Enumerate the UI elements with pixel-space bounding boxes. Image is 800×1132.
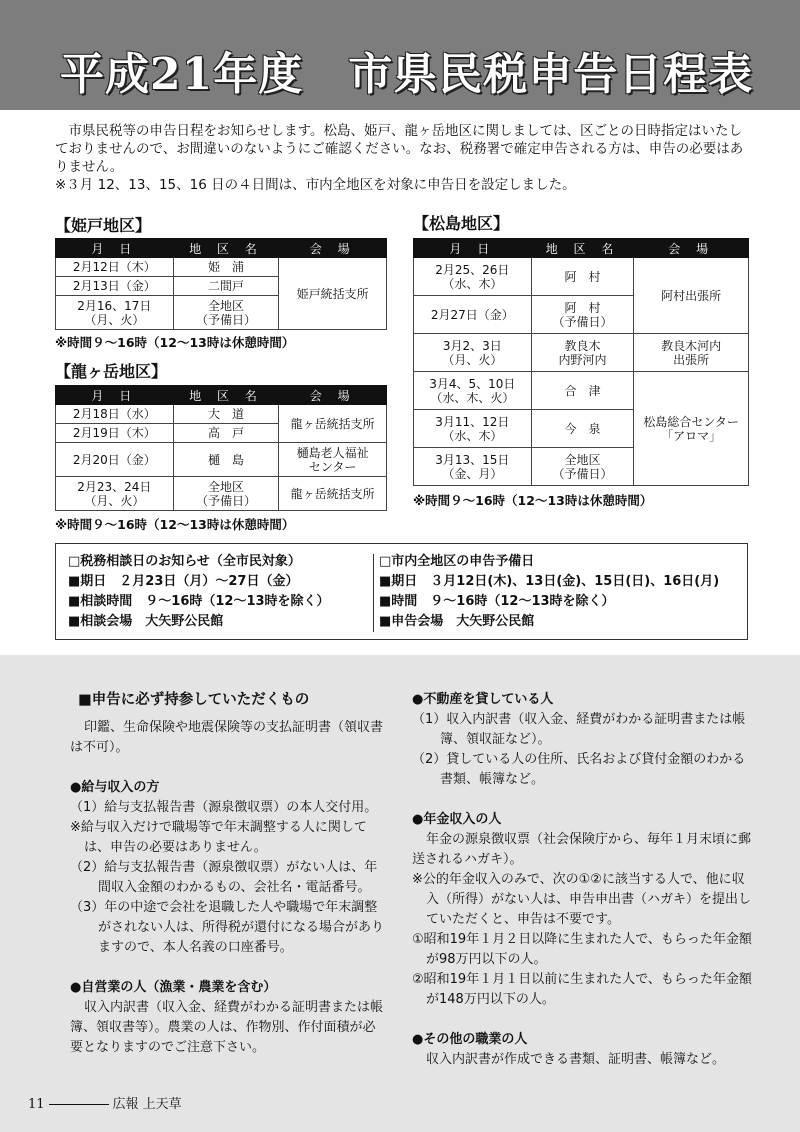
left-column: [70, 690, 388, 1058]
himedo-table: [55, 238, 387, 330]
area-line: 阿 村: [564, 300, 601, 315]
pension-text: 年金の源泉徴収票（社会保険庁から、毎年１月末頃に郵送されるハガキ）。: [412, 832, 752, 867]
date-cell: 2月13日（金）: [56, 277, 174, 296]
date-cell: [414, 448, 532, 486]
date-cell: [414, 410, 532, 448]
notice-venue: ■相談会場 大矢野公民館: [68, 614, 224, 629]
pension-condition-1: ①昭和19年１月２日以降に生まれた人で、もらった年金額が98万円以下の人。: [412, 932, 752, 967]
header-date: 月 日: [414, 239, 532, 258]
venue-cell: 龍ヶ岳統括支所: [279, 477, 387, 511]
date-cell: [56, 296, 174, 330]
date-line: 3月2、3日: [442, 338, 502, 353]
notice-time: ■相談時間 ９～16時（12～13時を除く）: [68, 594, 330, 609]
realestate-heading: ●不動産を貸している人: [412, 692, 554, 707]
date-cell: [56, 477, 174, 511]
venue-cell: 姫戸統括支所: [279, 258, 387, 330]
area-line: 教良木: [564, 338, 601, 353]
date-line: 2月25、26日: [435, 262, 510, 277]
date-line: （水、木）: [442, 276, 503, 291]
notice-title: □税務相談日のお知らせ（全市民対象）: [68, 554, 301, 569]
area-line: 全地区: [208, 298, 245, 313]
area-cell: 大 道: [173, 405, 279, 424]
table-header-row: [56, 386, 387, 405]
footer-rule: [49, 1104, 109, 1105]
himedo-heading: 【姫戸地区】: [55, 216, 152, 235]
date-line: 3月4、5、10日: [429, 376, 516, 391]
date-cell: [414, 334, 532, 372]
notice-title: □市内全地区の申告予備日: [379, 554, 535, 569]
other-text: 収入内訳書が作成できる書類、証明書、帳簿など。: [426, 1052, 726, 1067]
area-cell: 二間戸: [173, 277, 279, 296]
notice-time: ■時間 ９～16時（12～13時を除く）: [379, 594, 615, 609]
header-date: 月 日: [56, 386, 174, 405]
venue-cell: [634, 372, 749, 486]
page-title: 平成21年度 市県民税申告日程表: [60, 49, 754, 100]
date-line: （月、火）: [442, 352, 503, 367]
area-cell: 樋 島: [173, 443, 279, 477]
matsushima-heading: 【松島地区】: [413, 214, 510, 233]
area-cell: 合 津: [531, 372, 634, 410]
table-row: [414, 258, 749, 296]
date-line: （月、火）: [84, 312, 145, 327]
date-line: 3月11、12日: [435, 414, 510, 429]
date-cell: 2月18日（水）: [56, 405, 174, 424]
area-line: 全地区: [564, 452, 601, 467]
table-row: [56, 405, 387, 424]
venue-line: 教良木河内: [661, 338, 722, 353]
notice-box: [55, 543, 748, 640]
table-header-row: [414, 239, 749, 258]
page-footer: [28, 1093, 182, 1112]
header-date: 月 日: [56, 239, 174, 258]
date-line: 3月13、15日: [435, 452, 510, 467]
table-row: [414, 372, 749, 410]
area-cell: [531, 334, 634, 372]
date-cell: [414, 258, 532, 296]
notice-venue: ■申告会場 大矢野公民館: [379, 614, 535, 629]
area-line: （予備日）: [196, 312, 257, 327]
area-cell: [173, 477, 279, 511]
area-cell: [531, 448, 634, 486]
table-row: [414, 334, 749, 372]
realestate-item-1: （1）収入内訳書（収入金、経費がわかる証明書または帳簿、領収証など）。: [412, 712, 746, 747]
venue-cell: 龍ヶ岳統括支所: [279, 405, 387, 443]
self-employed-heading: ●自営業の人（漁業・農業を含む）: [70, 980, 277, 995]
publication-name: 広報 上天草: [112, 1097, 182, 1112]
intro-text: [55, 122, 755, 194]
date-cell: 2月19日（木）: [56, 424, 174, 443]
salary-heading: ●給与収入の方: [70, 780, 160, 795]
notice-divider: [373, 554, 374, 632]
date-line: （水、木、火）: [430, 390, 515, 405]
pension-note: ※公的年金収入のみで、次の①②に該当する人で、他に収入（所得）がない人は、申告申出書（ハガキ）を提出していただくと、申告は不要です。: [412, 872, 752, 927]
date-line: 2月16、17日: [77, 298, 152, 313]
date-line: （月、火）: [84, 493, 145, 508]
date-cell: 2月27日（金）: [414, 296, 532, 334]
venue-cell: [279, 443, 387, 477]
table-row: [56, 477, 387, 511]
header-area: 地 区 名: [531, 239, 634, 258]
venue-line: 樋島老人福祉: [296, 445, 369, 460]
ryugatake-time-note: ※時間９～16時（12～13時は休憩時間）: [55, 517, 295, 532]
notice-period: ■期日 ２月23日（月）～27日（金）: [68, 574, 299, 589]
area-line: （予備日）: [552, 314, 613, 329]
salary-item-3: （3）年の中途で会社を退職した人や職場で年末調整がされない人は、所得税が還付になる場合がありますので、本人名義の口座番号。: [70, 900, 385, 955]
venue-cell: [634, 334, 749, 372]
venue-line: 出張所: [673, 352, 710, 367]
right-column: [412, 690, 754, 1070]
venue-line: センター: [308, 459, 357, 474]
area-line: （予備日）: [552, 466, 613, 481]
table-row: [56, 258, 387, 277]
realestate-item-2: （2）貸している人の住所、氏名および貸付金額のわかる書類、帳簿など。: [412, 752, 746, 787]
area-cell: 高 戸: [173, 424, 279, 443]
pension-condition-2: ②昭和19年１月１日以前に生まれた人で、もらった年金額が148万円以下の人。: [412, 972, 752, 1007]
date-cell: [414, 372, 532, 410]
date-line: 2月23、24日: [77, 479, 152, 494]
date-line: （水、木）: [442, 428, 503, 443]
intro-paragraph: 市県民税等の申告日程をお知らせします。松島、姫戸、龍ヶ岳地区に関しましては、区ごとの日時指定はいたしておりませんので、お間違いのないようにご確認ください。なお、税務署で確定申告される方は、申告の必要はありません。: [55, 123, 744, 175]
area-line: 内野河内: [558, 352, 607, 367]
tax-consultation-notice: [68, 552, 330, 632]
himedo-time-note: ※時間９～16時（12～13時は休憩時間）: [55, 335, 295, 350]
ryugatake-table: [55, 385, 387, 511]
date-line: （金、月）: [442, 466, 503, 481]
area-line: 全地区: [208, 479, 245, 494]
area-cell: 姫 浦: [173, 258, 279, 277]
area-cell: [531, 296, 634, 334]
header-venue: 会 場: [634, 239, 749, 258]
area-line: （予備日）: [196, 493, 257, 508]
reserve-day-notice: [379, 552, 719, 632]
title-banner: [0, 0, 800, 110]
date-cell: 2月12日（木）: [56, 258, 174, 277]
other-heading: ●その他の職業の人: [412, 1032, 528, 1047]
matsushima-table: [413, 238, 749, 486]
venue-line: 「アロマ」: [661, 428, 722, 443]
venue-line: 松島総合センター: [643, 414, 739, 429]
header-venue: 会 場: [279, 239, 387, 258]
bring-intro: 印鑑、生命保険や地震保険等の支払証明書（領収書は不可）。: [70, 720, 384, 755]
bring-heading: ■申告に必ず持参していただくもの: [78, 692, 310, 708]
pension-heading: ●年金収入の人: [412, 812, 502, 827]
matsushima-time-note: ※時間９～16時（12～13時は休憩時間）: [413, 493, 653, 508]
header-area: 地 区 名: [173, 386, 279, 405]
salary-item-note: ※給与収入だけで職場等で年末調整する人に関しては、申告の必要はありません。: [70, 820, 367, 855]
area-cell: [173, 296, 279, 330]
venue-cell: 阿村出張所: [634, 258, 749, 334]
ryugatake-heading: 【龍ヶ岳地区】: [55, 362, 168, 381]
self-employed-text: 収入内訳書（収入金、経費がわかる証明書または帳簿、領収書等）。農業の人は、作物別、作付面積が必要となりますのでご注意下さい。: [70, 1000, 384, 1055]
header-area: 地 区 名: [173, 239, 279, 258]
date-cell: 2月20日（金）: [56, 443, 174, 477]
table-row: [56, 443, 387, 477]
page-number: 11: [28, 1097, 45, 1112]
salary-item-1: （1）給与支払報告書（源泉徴収票）の本人交付用。: [70, 800, 378, 815]
intro-note: ※３月 12、13、15、16 日の４日間は、市内全地区を対象に申告日を設定しました。: [55, 177, 576, 193]
salary-item-2: （2）給与支払報告書（源泉徴収票）がない人は、年間収入金額のわかるもの、会社名・電話番号。: [70, 860, 378, 895]
notice-period: ■期日 ３月12日(木)、13日(金)、15日(日)、16日(月): [379, 574, 720, 589]
table-header-row: [56, 239, 387, 258]
area-cell: 阿 村: [531, 258, 634, 296]
area-cell: 今 泉: [531, 410, 634, 448]
header-venue: 会 場: [279, 386, 387, 405]
